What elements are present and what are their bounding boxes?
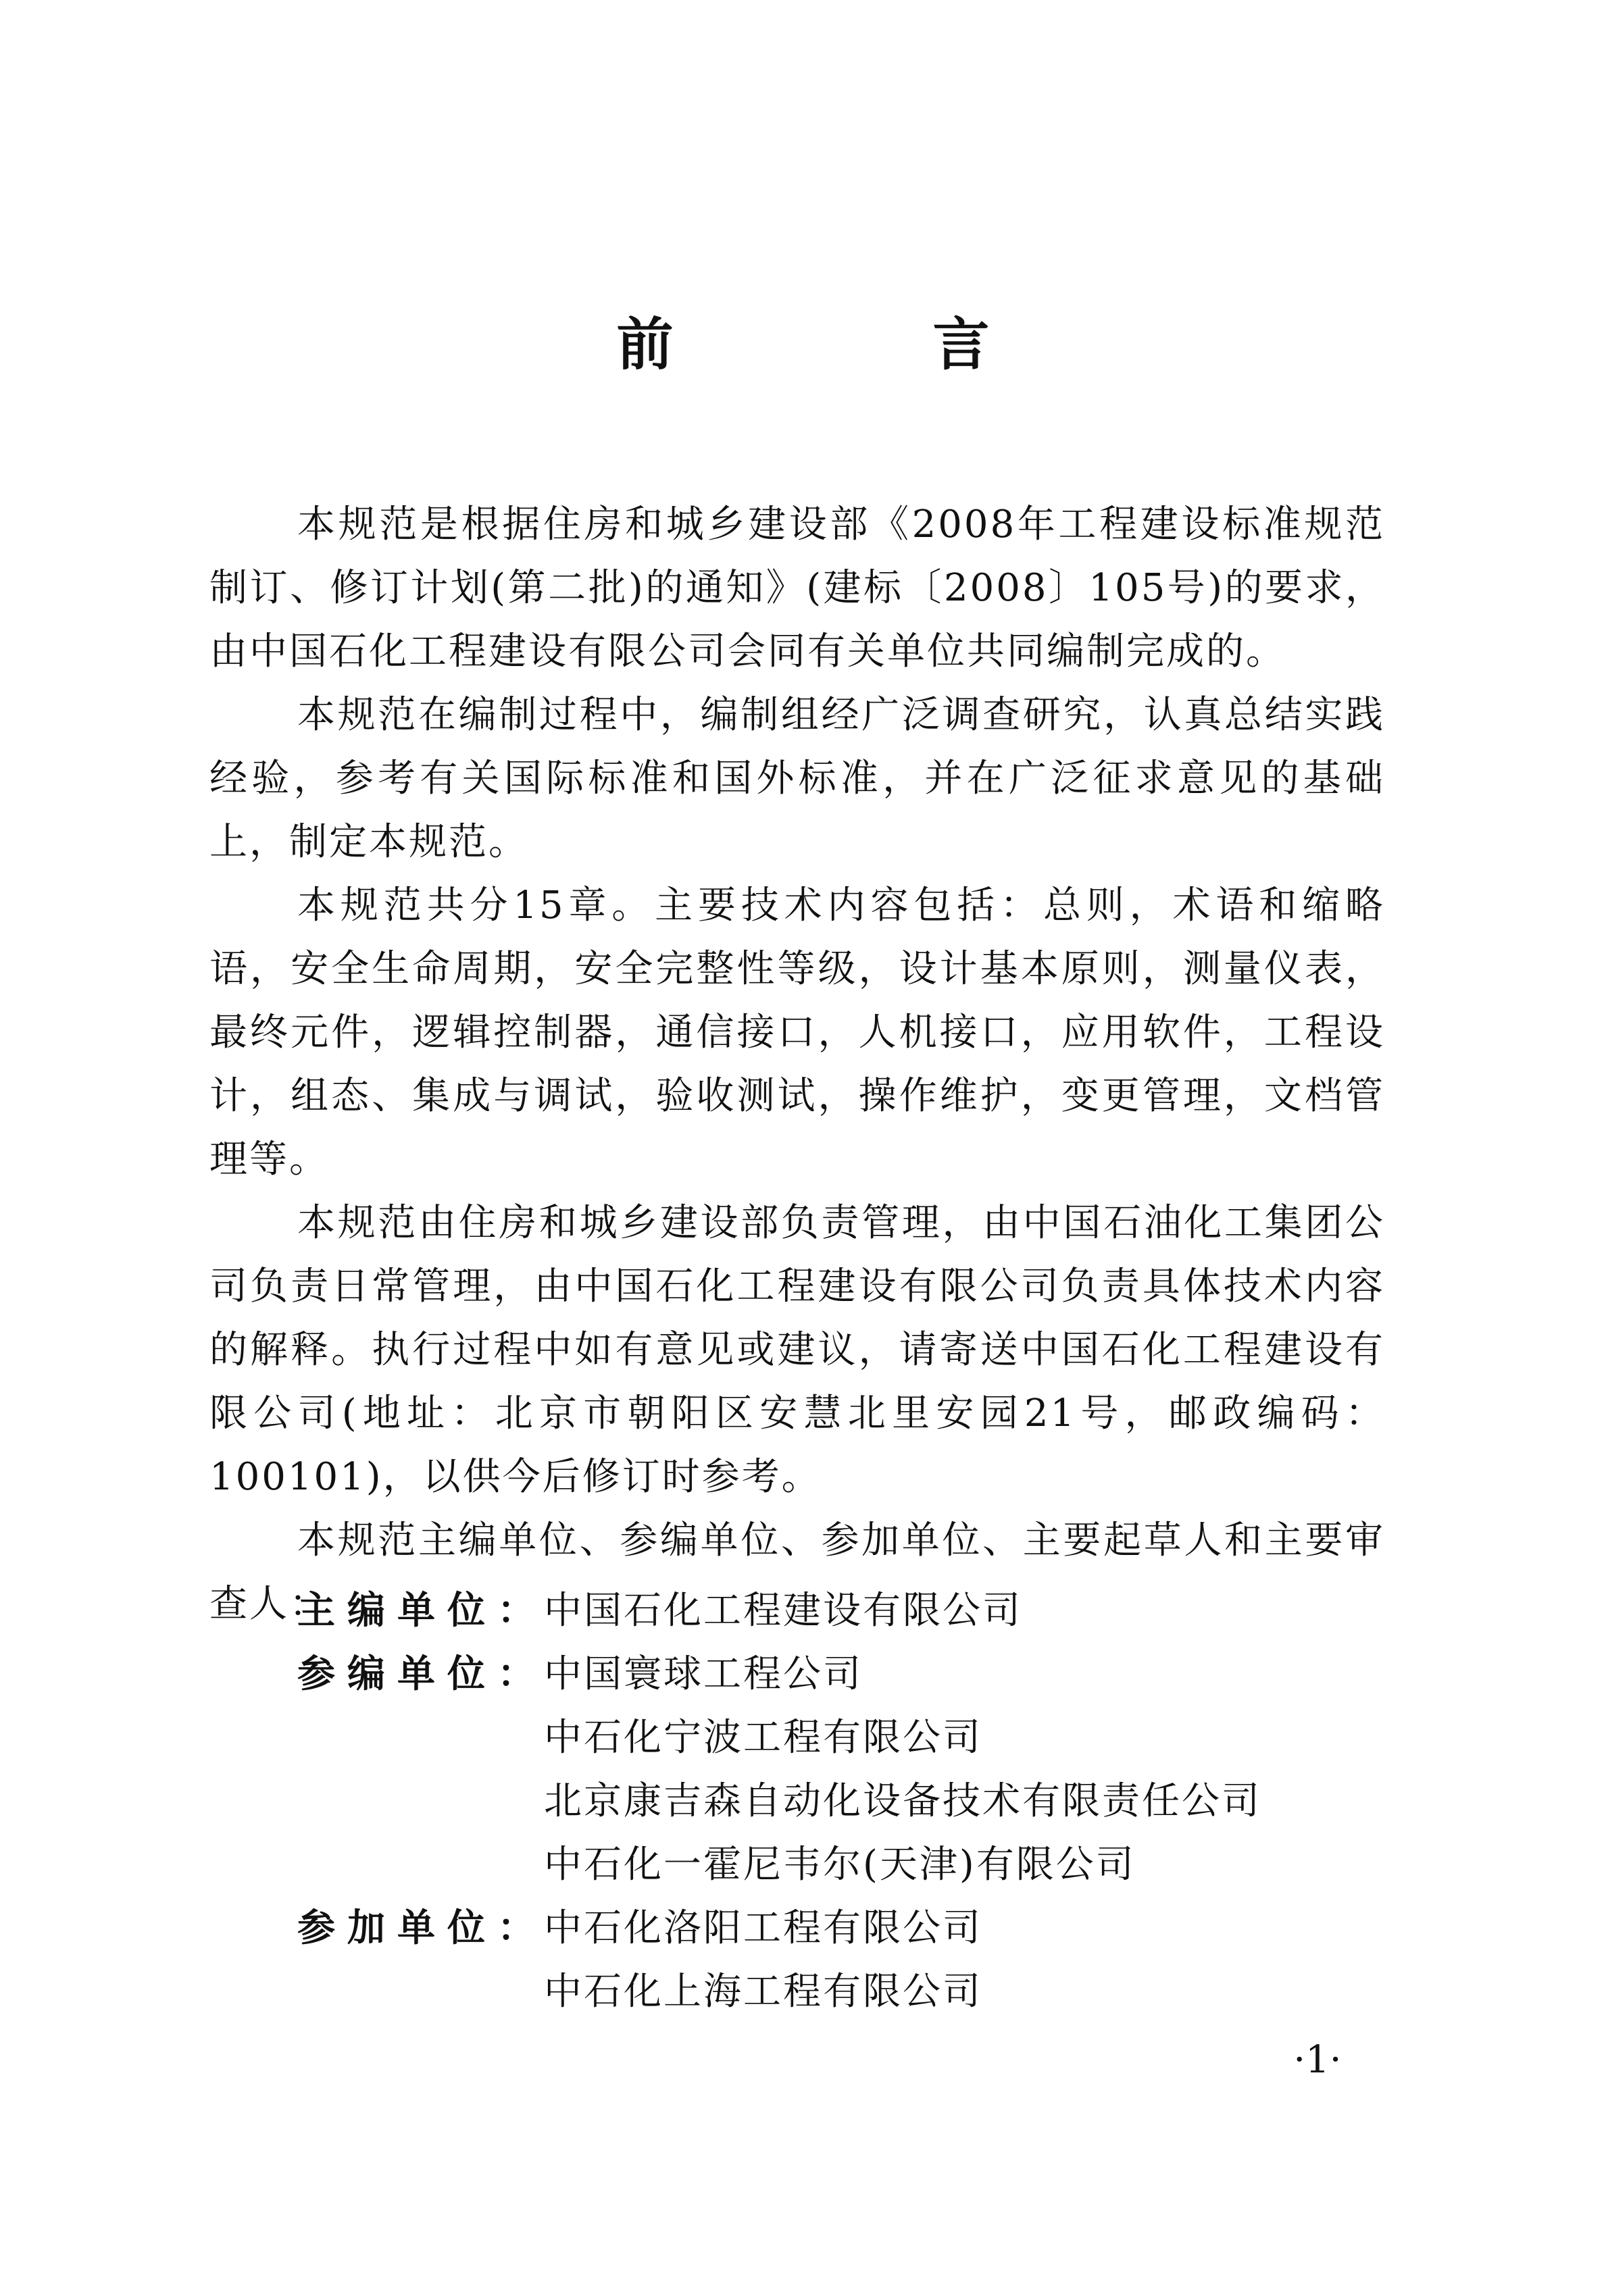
participating-unit-row [297,1770,1378,1833]
participating-unit: 北京康吉森自动化设备技术有限责任公司 [544,1779,1261,1823]
joining-unit: 中石化洛阳工程有限公司 [544,1906,982,1950]
units-list [297,1579,1378,2024]
page-title: 前 言 [616,311,1091,378]
participating-unit-row [297,1706,1378,1770]
paragraph-management: 本规范由住房和城乡建设部负责管理，由中国石油化工集团公司负责日常管理，由中国石化工程建设有限公司负责具体技术内容的解释。执行过程中如有意见或建议，请寄送中国石化工程建设有限公司(地址：北京市朝阳区安慧北里安园21号，邮政编码：100101)，以供今后修订时参考。 [209,1201,1385,1499]
participating-unit: 中石化一霍尼韦尔(天津)有限公司 [544,1843,1136,1887]
joining-unit: 中石化上海工程有限公司 [544,1970,982,2014]
paragraph-basis: 本规范是根据住房和城乡建设部《2008年工程建设标准规范制订、修订计划(第二批)的通知》(建标〔2008〕105号)的要求，由中国石化工程建设有限公司会同有关单位共同编制完成的。 [209,503,1385,673]
page-number: ·1· [1293,2038,1342,2082]
participating-unit: 中国寰球工程公司 [544,1652,863,1696]
paragraph-units-intro: 本规范主编单位、参编单位、参加单位、主要起草人和主要审查人： [209,1519,1385,1626]
paragraph-contents: 本规范共分15章。主要技术内容包括：总则，术语和缩略语，安全生命周期，安全完整性等级，设计基本原则，测量仪表，最终元件，逻辑控制器，通信接口，人机接口，应用软件，工程设计，组态、集成与调试，验收测试，操作维护，变更管理，文档管理等。 [209,884,1385,1181]
participating-unit: 中石化宁波工程有限公司 [544,1716,982,1760]
preface-body [209,493,1385,1636]
chief-unit-label: 主编单位： [297,1589,547,1633]
joining-unit-label: 参加单位： [297,1906,547,1950]
participating-unit-label: 参编单位： [297,1652,547,1696]
joining-unit-row [297,1897,1378,1960]
joining-unit-row [297,1960,1378,2024]
participating-unit-row [297,1833,1378,1897]
paragraph-process: 本规范在编制过程中，编制组经广泛调查研究，认真总结实践经验，参考有关国际标准和国外标准，并在广泛征求意见的基础上，制定本规范。 [209,693,1385,864]
chief-unit-row [297,1579,1378,1643]
participating-unit-row [297,1643,1378,1706]
chief-unit: 中国石化工程建设有限公司 [544,1589,1022,1633]
